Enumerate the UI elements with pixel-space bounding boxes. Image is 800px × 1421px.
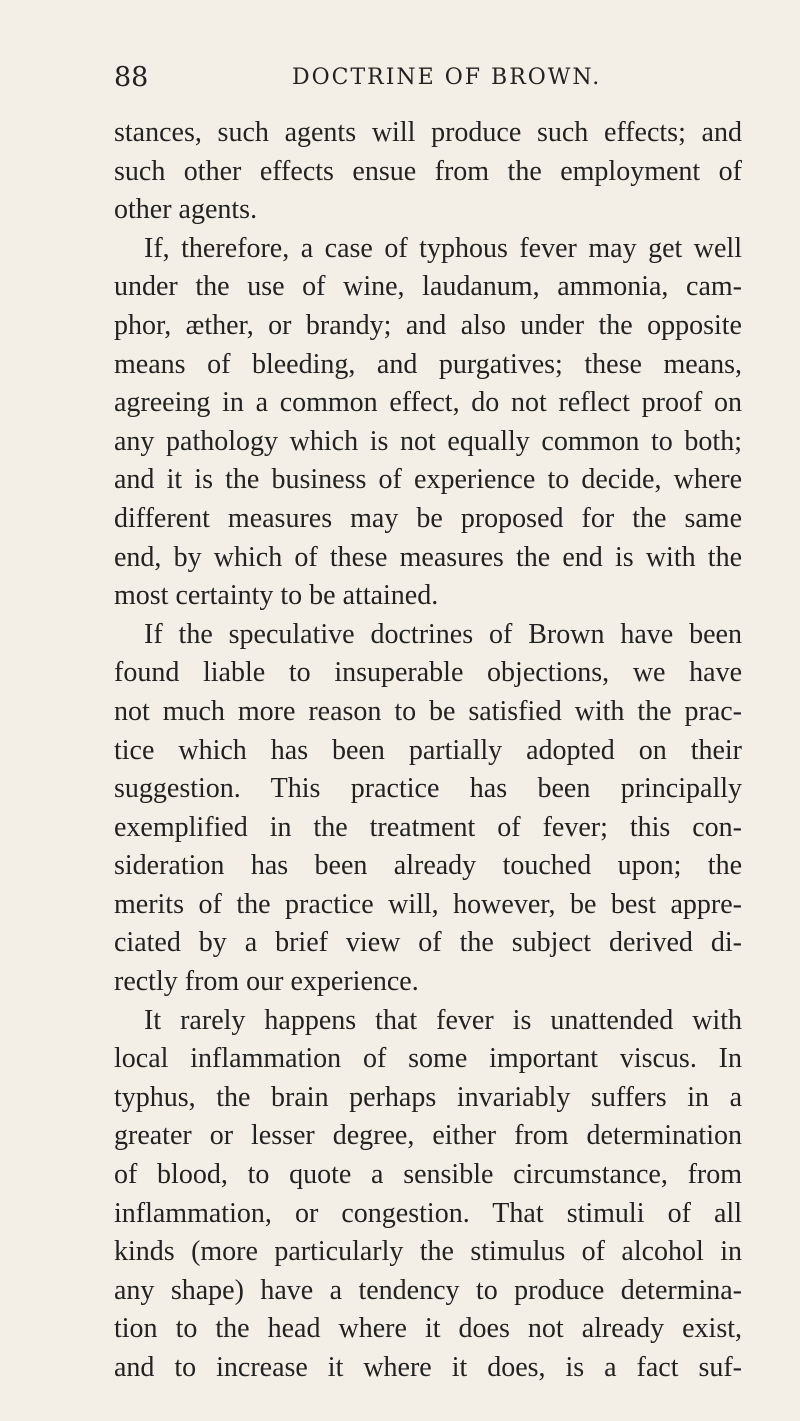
body-text — [114, 114, 742, 1388]
text-line: means of bleeding, and purgatives; these means, — [114, 348, 742, 380]
text-line: stances, such agents will produce such effects; and — [114, 117, 742, 148]
text-line: kinds (more particularly the stimulus of alcohol in — [114, 1236, 742, 1268]
text-line: It rarely happens that fever is unattended with — [144, 1004, 742, 1036]
text-line: ciated by a brief view of the subject derived di- — [114, 927, 742, 959]
text-line: typhus, the brain perhaps invariably suffers in a — [114, 1081, 742, 1113]
text-line: greater or lesser degree, either from determination — [114, 1120, 742, 1152]
page-header — [114, 58, 742, 98]
page-number: 88 — [114, 62, 149, 93]
running-head: DOCTRINE OF BROWN. — [292, 65, 602, 90]
text-line: agreeing in a common effect, do not reflect proof on — [114, 387, 742, 419]
text-line: most certainty to be attained. — [114, 580, 439, 612]
text-line: phor, æther, or brandy; and also under the opposite — [114, 309, 742, 341]
text-line: any shape) have a tendency to produce determina- — [114, 1274, 742, 1306]
text-line: rectly from our experience. — [114, 966, 419, 998]
text-line: suggestion. This practice has been principally — [114, 773, 742, 805]
text-line: tion to the head where it does not already exist, — [114, 1313, 742, 1345]
text-line: exemplified in the treatment of fever; this con- — [114, 811, 742, 843]
text-line: other agents. — [114, 194, 258, 226]
text-line: end, by which of these measures the end is with the — [114, 541, 742, 573]
text-line: If, therefore, a case of typhous fever may get well — [144, 232, 742, 264]
text-line: and it is the business of experience to decide, where — [114, 464, 742, 496]
text-line: and to increase it where it does, is a fact suf- — [114, 1352, 742, 1383]
text-line: of blood, to quote a sensible circumstance, from — [114, 1159, 742, 1191]
text-line: merits of the practice will, however, be best appre- — [114, 888, 742, 920]
text-line: found liable to insuperable objections, we have — [114, 657, 742, 689]
text-line: local inflammation of some important viscus. In — [114, 1043, 742, 1075]
text-line: tice which has been partially adopted on their — [114, 734, 742, 766]
text-line: not much more reason to be satisfied with the prac- — [114, 695, 742, 727]
text-line: If the speculative doctrines of Brown have been — [144, 618, 742, 650]
text-line: different measures may be proposed for the same — [114, 502, 742, 534]
text-line: such other effects ensue from the employment of — [114, 155, 742, 187]
text-line: sideration has been already touched upon; the — [114, 850, 742, 882]
text-line: any pathology which is not equally common to both; — [114, 425, 742, 457]
text-line: under the use of wine, laudanum, ammonia, cam- — [114, 271, 742, 303]
text-line: inflammation, or congestion. That stimuli of all — [114, 1197, 742, 1229]
